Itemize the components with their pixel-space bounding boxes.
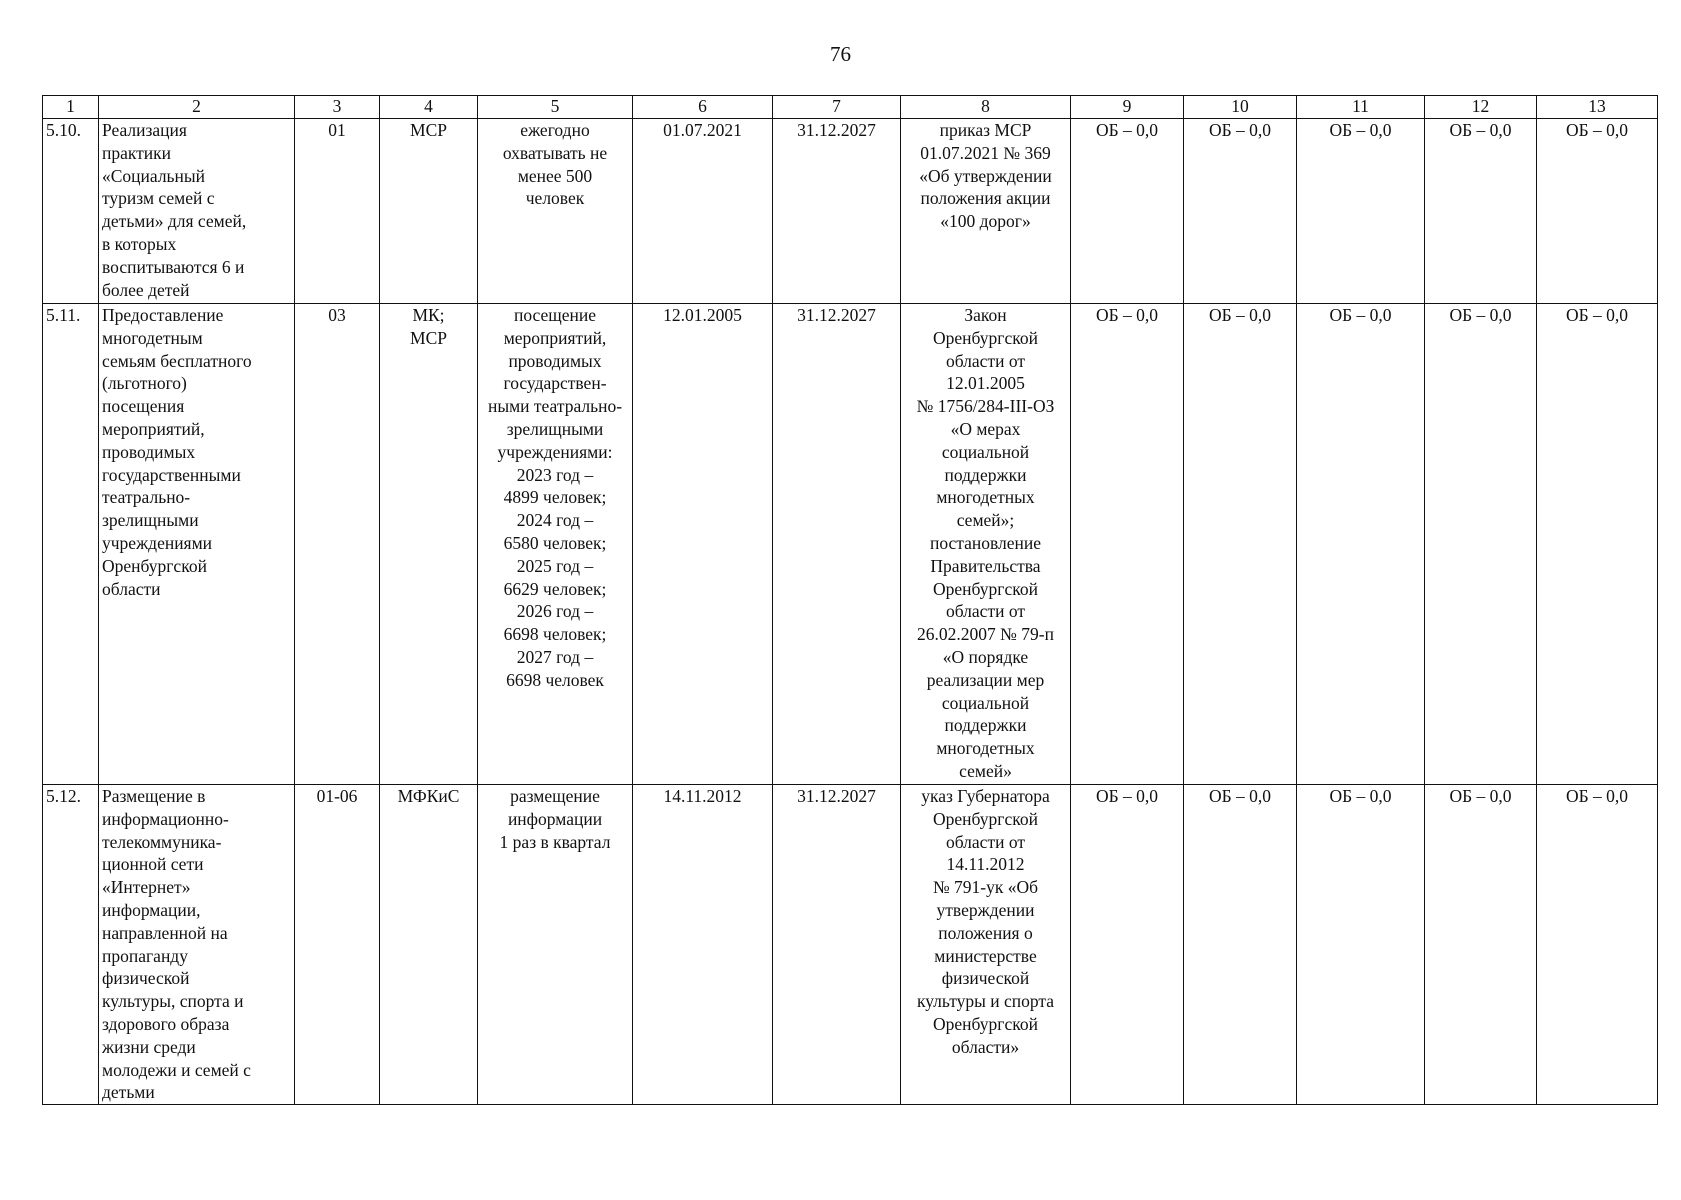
- indicator-cell: [478, 785, 633, 1105]
- column-number-row: [43, 96, 1658, 119]
- column-header: 7: [773, 96, 901, 119]
- column-header: 10: [1184, 96, 1297, 119]
- end-date: 31.12.2027: [773, 304, 901, 785]
- funding-cell: ОБ – 0,0: [1537, 304, 1658, 785]
- item-number: 5.12.: [43, 785, 99, 1105]
- executor-cell: [380, 119, 478, 304]
- item-number: 5.10.: [43, 119, 99, 304]
- executor-text: МСР: [410, 120, 447, 140]
- measure-name: [99, 304, 295, 785]
- legal-basis-text: Закон Оренбургской области от 12.01.2005 № 1756/284-III-ОЗ «О мерах социальной поддержки многодетных семей»; постановление Правительства Оренбургской области от 26.02.2007 № 79-п «О порядке реализации мер социальной поддержки многодетных семей»: [916, 305, 1055, 781]
- column-header: 1: [43, 96, 99, 119]
- start-date: 01.07.2021: [633, 119, 773, 304]
- column-header: 13: [1537, 96, 1658, 119]
- executor-text: МФКиС: [397, 786, 460, 806]
- column-header: 12: [1425, 96, 1537, 119]
- funding-cell: ОБ – 0,0: [1297, 785, 1425, 1105]
- column-header: 11: [1297, 96, 1425, 119]
- start-date: 14.11.2012: [633, 785, 773, 1105]
- column-header: 8: [901, 96, 1071, 119]
- table-row: [43, 785, 1658, 1105]
- funding-cell: ОБ – 0,0: [1425, 304, 1537, 785]
- executor-cell: [380, 304, 478, 785]
- measure-name: [99, 119, 295, 304]
- funding-cell: ОБ – 0,0: [1297, 304, 1425, 785]
- end-date: 31.12.2027: [773, 119, 901, 304]
- column-header: 4: [380, 96, 478, 119]
- start-date: 12.01.2005: [633, 304, 773, 785]
- measures-table: [42, 95, 1658, 1105]
- legal-basis-cell: [901, 119, 1071, 304]
- column-header: 3: [295, 96, 380, 119]
- funding-cell: ОБ – 0,0: [1071, 304, 1184, 785]
- funding-cell: ОБ – 0,0: [1537, 785, 1658, 1105]
- executor-text: МК; МСР: [410, 305, 447, 348]
- funding-cell: ОБ – 0,0: [1297, 119, 1425, 304]
- column-header: 2: [99, 96, 295, 119]
- legal-basis-cell: [901, 304, 1071, 785]
- legal-basis-text: указ Губернатора Оренбургской области от 14.11.2012 № 791-ук «Об утверждении положения о министерстве физической культуры и спорта Оренбургской области»: [916, 786, 1055, 1057]
- funding-cell: ОБ – 0,0: [1184, 304, 1297, 785]
- item-number: 5.11.: [43, 304, 99, 785]
- column-header: 9: [1071, 96, 1184, 119]
- code-cell: 01-06: [295, 785, 380, 1105]
- funding-cell: ОБ – 0,0: [1071, 119, 1184, 304]
- page-number: 76: [830, 42, 851, 66]
- code-cell: 01: [295, 119, 380, 304]
- indicator-cell: [478, 304, 633, 785]
- funding-cell: ОБ – 0,0: [1425, 785, 1537, 1105]
- funding-cell: ОБ – 0,0: [1425, 119, 1537, 304]
- end-date: 31.12.2027: [773, 785, 901, 1105]
- measure-name: [99, 785, 295, 1105]
- indicator-text: ежегодно охватывать не менее 500 человек: [502, 120, 608, 209]
- legal-basis-cell: [901, 785, 1071, 1105]
- indicator-text: размещение информации 1 раз в квартал: [499, 786, 611, 852]
- legal-basis-text: приказ МСР 01.07.2021 № 369 «Об утверждении положения акции «100 дорог»: [919, 120, 1052, 232]
- measure-name-text: Размещение в информационно- телекоммуника- ционной сети «Интернет» информации, направленной на пропаганду физической культуры, спорта и здорового образа жизни среди молодежи и семей с детьми: [102, 786, 251, 1103]
- funding-cell: ОБ – 0,0: [1071, 785, 1184, 1105]
- funding-cell: ОБ – 0,0: [1184, 119, 1297, 304]
- indicator-text: посещение мероприятий, проводимых государствен- ными театрально- зрелищными учреждениями: 2023 год – 4899 человек; 2024 год – 6580 человек; 2025 год – 6629 человек; 2026 год – 6698 человек; 2027 год – 6698 человек: [487, 305, 623, 690]
- funding-cell: ОБ – 0,0: [1537, 119, 1658, 304]
- table-row: [43, 304, 1658, 785]
- funding-cell: ОБ – 0,0: [1184, 785, 1297, 1105]
- measure-name-text: Предоставление многодетным семьям бесплатного (льготного) посещения мероприятий, проводимых государственными театрально- зрелищными учреждениями Оренбургской области: [102, 305, 252, 599]
- column-header: 5: [478, 96, 633, 119]
- measure-name-text: Реализация практики «Социальный туризм семей с детьми» для семей, в которых воспитываются 6 и более детей: [102, 120, 247, 300]
- column-header: 6: [633, 96, 773, 119]
- indicator-cell: [478, 119, 633, 304]
- executor-cell: [380, 785, 478, 1105]
- code-cell: 03: [295, 304, 380, 785]
- table-row: [43, 119, 1658, 304]
